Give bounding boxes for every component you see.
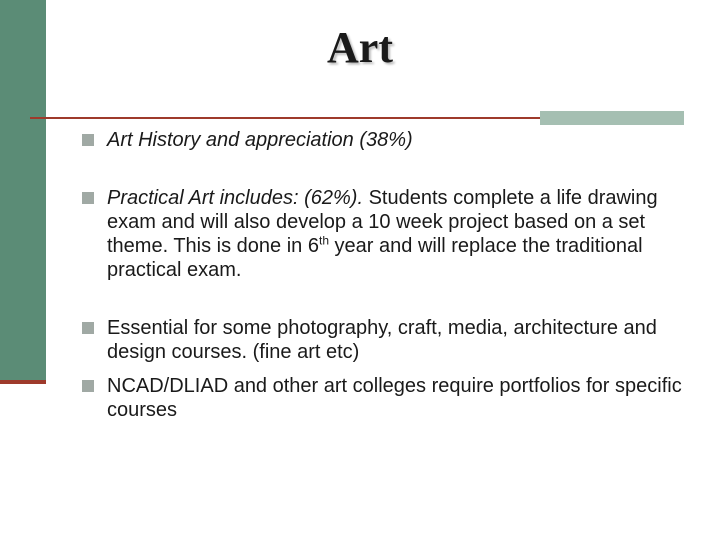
square-bullet-icon	[82, 322, 94, 334]
square-bullet-icon	[82, 134, 94, 146]
bullet-list	[82, 128, 702, 422]
bullet-text: NCAD/DLIAD and other art colleges require portfolios for specific courses	[107, 375, 682, 421]
square-bullet-icon	[82, 380, 94, 392]
bullet-text: Art History and appreciation (38%)	[107, 129, 413, 151]
bullet-text-end: year and will replace the traditional practical exam.	[107, 235, 643, 281]
side-accent-bar-cap	[0, 380, 46, 384]
divider-accent-block	[540, 111, 684, 125]
bullet-item-practical-art	[82, 186, 702, 282]
bullet-item-essential	[82, 316, 702, 364]
bullet-text-lead: Practical Art includes: (62%).	[107, 187, 364, 209]
bullet-text: Essential for some photography, craft, media, architecture and design courses. (fine art etc)	[107, 317, 657, 363]
bullet-item-art-history	[82, 128, 702, 152]
slide-title: Art	[327, 23, 393, 72]
ordinal-suffix: th	[318, 233, 329, 248]
bullet-text: Students complete a life drawing exam and will also develop a 10 week project based on a set theme. This is done in 6	[107, 187, 658, 257]
bullet-item-ncad	[82, 374, 702, 422]
square-bullet-icon	[82, 192, 94, 204]
